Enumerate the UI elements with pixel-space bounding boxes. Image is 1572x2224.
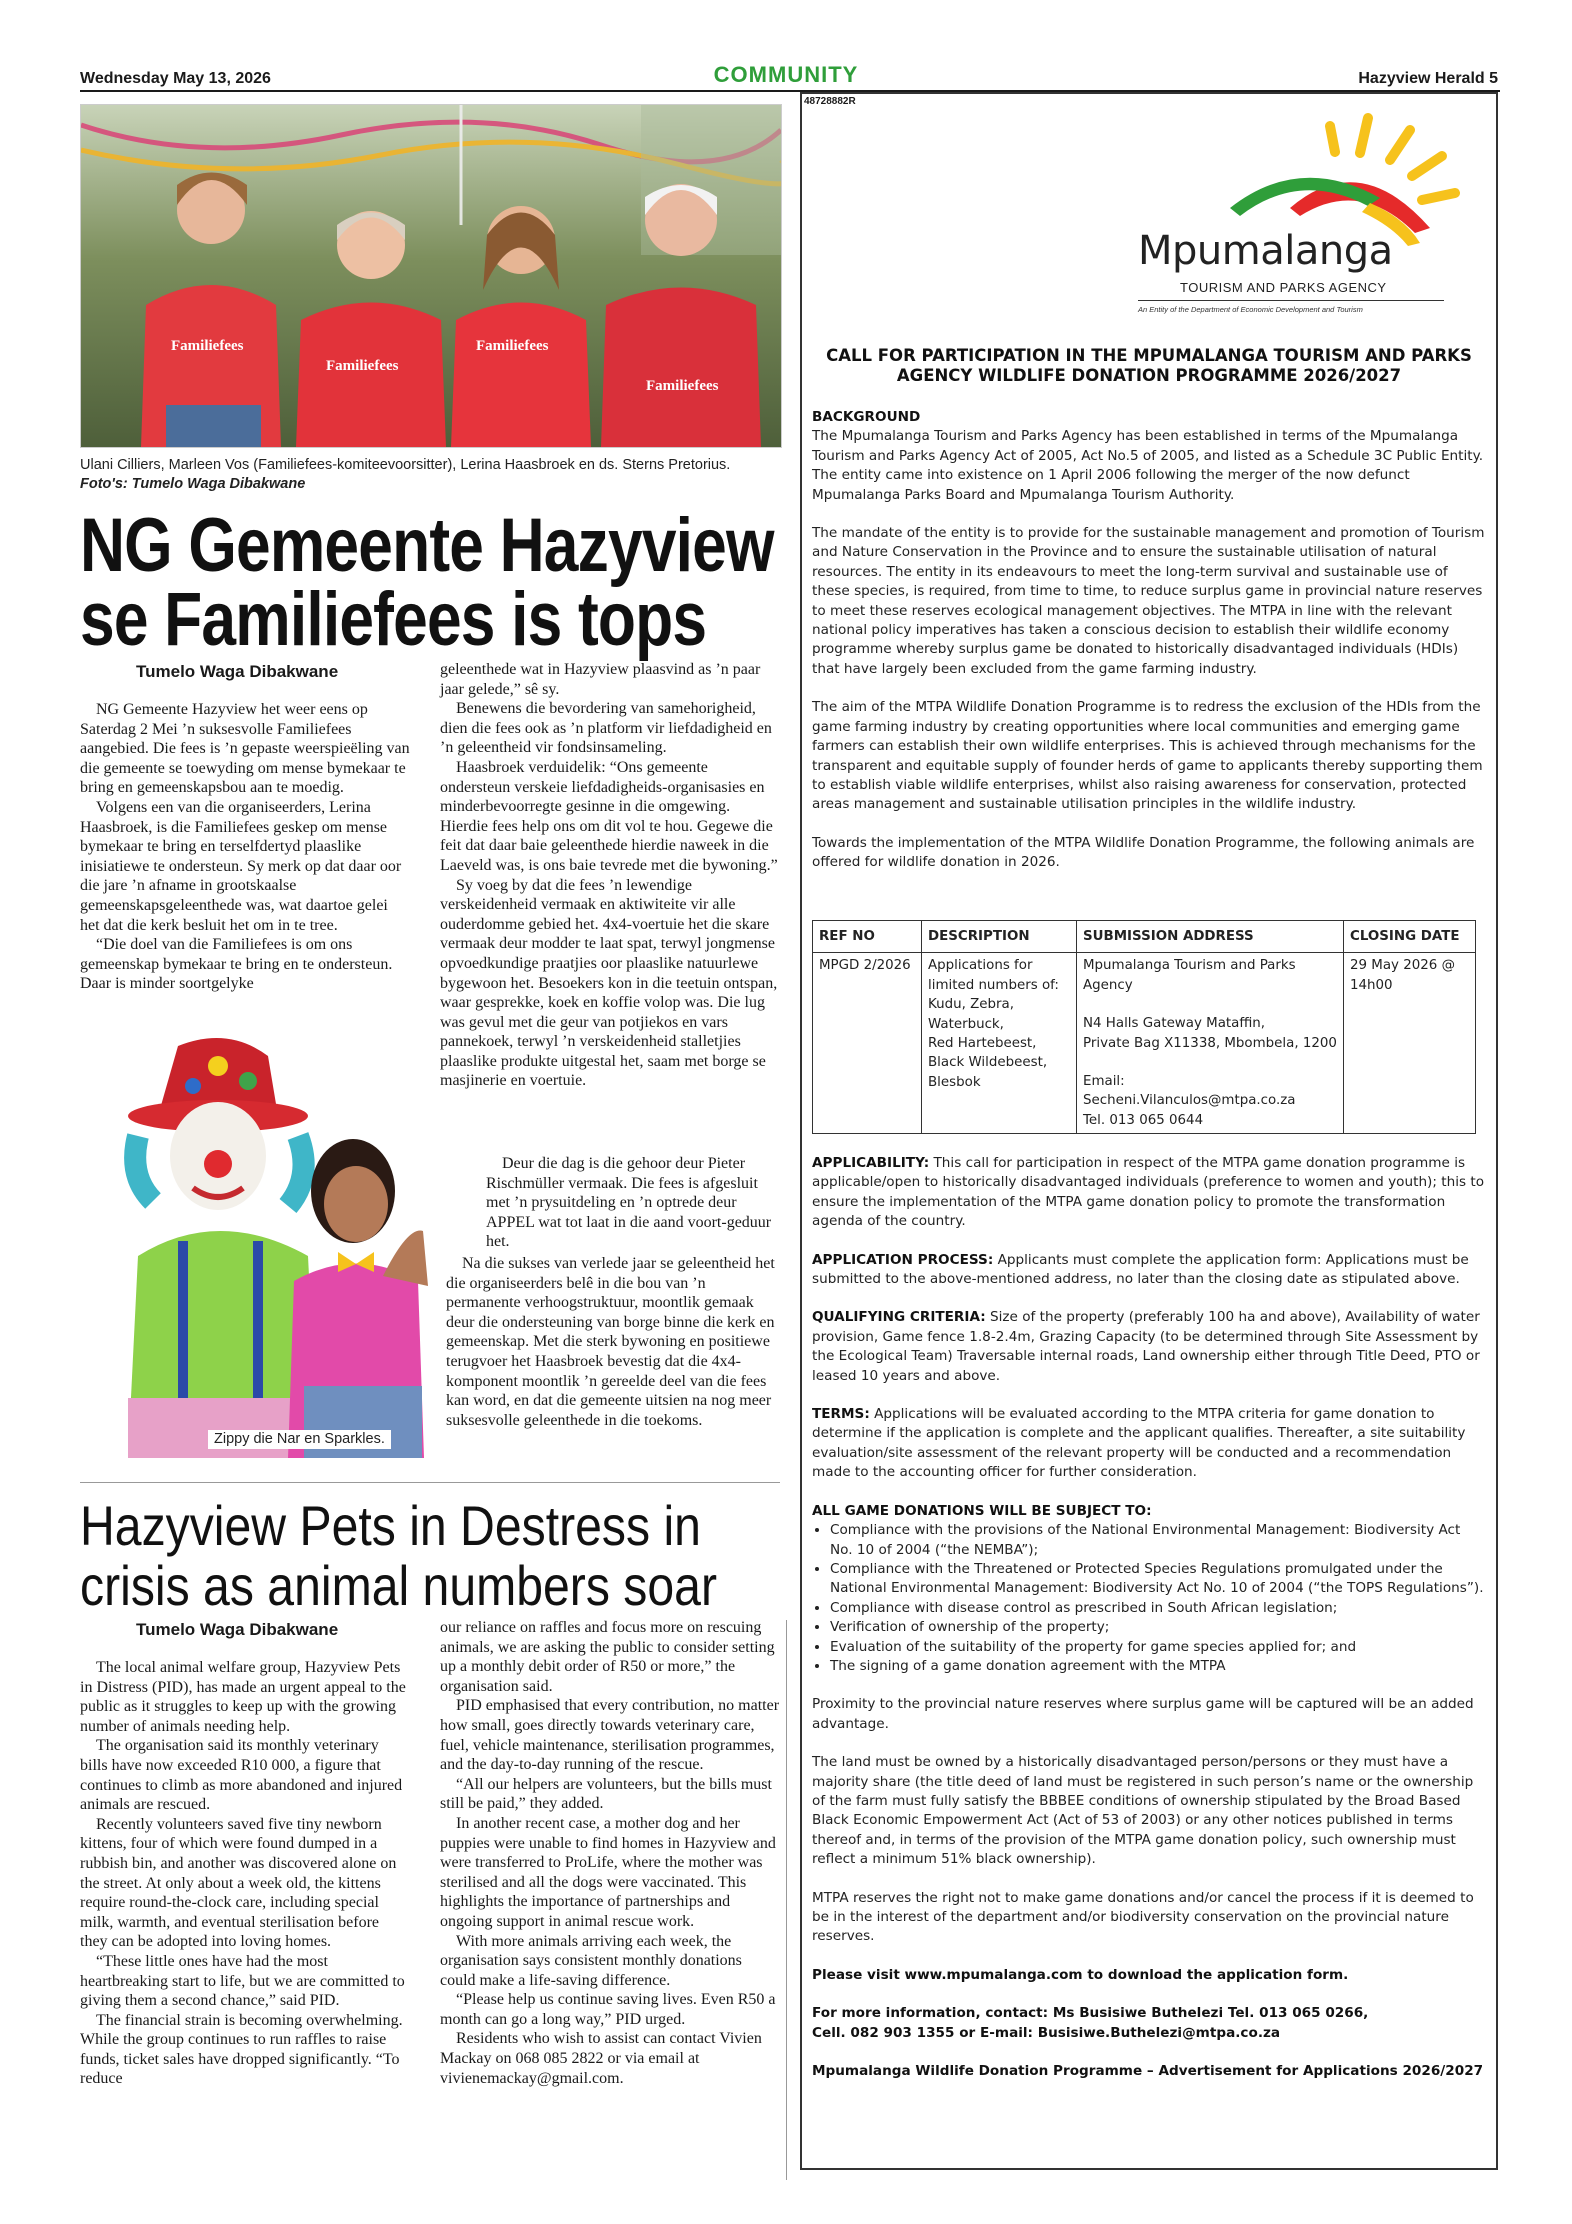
logo-wordmark: Mpumalanga [1138,228,1393,274]
shirt-logo-3: Familiefees [476,338,549,354]
criteria-text: Size of the property (preferably 100 ha and above), Availability of water provision, Game fence 1.8-2.4m, Grazing Capacity (to be determined through Site Assessment by the Ecological Team) Traversable internal roads, Land ownership either through Title Deed, PTO or leased 10 years and above. [812,1309,1480,1384]
description-line: Red Hartebeest, [928,1036,1037,1052]
background-para: The Mpumalanga Tourism and Parks Agency has been established in terms of the Mpumalanga Tourism and Parks Agency Act of 2005, Act No.5 of 2005, and listed as a Schedule 3C Public Entity. The entity came into existence on 1 April 2006 following the merger of the now defunct Mpumalanga Parks Board and Mpumalanga Tourism Authority. [812,428,1484,503]
section-title: COMMUNITY [713,62,859,87]
applicability-text: This call for participation in respect of the MTPA game donation programme is applicable/open to historically disadvantaged individuals (preference to women and youth); this to ensure the implementation of the MTPA game donation policy to promote the transformation agenda of the country. [812,1155,1485,1230]
paragraph: Residents who wish to assist can contact Vivien Mackay on 068 085 2822 or via email at vivienemackay@gmail.com. [440,2030,762,2087]
article-divider [80,1482,780,1483]
ad-title-line-1: CALL FOR PARTICIPATION IN THE MPUMALANGA TOURISM AND PARKS [826,346,1472,365]
background-para: The aim of the MTPA Wildlife Donation Programme is to redress the exclusion of the HDIs from the game farming industry by creating opportunities where local communities and emerging game farmers can establish their own wildlife enterprises. This is achieved through mechanisms for the transparent and equitable supply of founder herds of game to applicants thereby supporting them to establish viable wildlife enterprises, whilst also raising awareness for conservation, protected areas management and sustainable utilisation principles in the wildlife industry. [812,699,1483,813]
ad-ref-code: 48728882R [804,96,856,107]
closing-cell [1344,953,1476,1134]
email-link[interactable]: Secheni.Vilanculos@mtpa.co.za [1083,1093,1296,1109]
caption-credit: Foto's: Tumelo Waga Dibakwane [80,476,306,492]
paragraph: Volgens een van die organiseerders, Lerina Haasbroek, is die Familiefees geskep om mense bymekaar te bring en terselfdertyd plaaslike inisiatiewe te ondersteun. Sy merk op dat daar oor die jare ’n afname in grootskaalse gemeenskapsgeleenthede was, wat daartoe gelei het dat die kerk besluit het om in te tree. [80,798,402,934]
paragraph: The financial strain is becoming overwhelming. While the group continues to run raffles to raise funds, ticket sales have dropped significantly. “To reduce [80,2011,403,2088]
address-line: Mpumalanga Tourism and Parks [1083,958,1296,974]
process-label: APPLICATION PROCESS: [812,1251,994,1268]
list-item: • Verification of ownership of the property; [830,1618,1486,1637]
column-header: CLOSING DATE [1344,921,1476,953]
paragraph: Sy voeg by dat die fees ’n lewendige verskeidenheid vermaak en aktiwiteite vir alle ouderdomme gebied het. 4x4-voertuie het die skare vermaak deur modder te laat spat, terwyl jongmense opvoedkundige praatjies oor plaaslike natuurlewe bygewoon het. Besoekers kon in die teetuin ontspan, waar gesprekke, koek en koffie volop was. Die lug was gevul met die geur van potjiekos en vars pannekoek, terwyl ’n verskeidenheid stalletjies plaaslike produkte uitgestal het, saam met borge se masjinerie en voertuie. [440,876,778,1090]
paragraph: Deur die dag is die gehoor deur Pieter Rischmüller vermaak. Die fees is afgesluit met ’n prysuitdeling en ’n optrede deur APPEL wat tot laat in die aand voort-geduur het. [486,1155,772,1251]
reserves-text: MTPA reserves the right not to make game donations and/or cancel the process if it is deemed to be in the interest of the department and/or biodiversity conservation on the provincial nature reserves. [812,1889,1474,1945]
address-line: Private Bag X11338, Mbombela, 1200 [1083,1035,1337,1051]
criteria-label: QUALIFYING CRITERIA: [812,1309,986,1326]
visit-text: Please visit www.mpumalanga.com to download the application form. [812,1966,1349,1983]
ad-title [802,346,1496,386]
edition-date: Wednesday May 13, 2026 [80,70,271,87]
paragraph: Haasbroek verduidelik: “Ons gemeente ondersteun verskeie liefdadigheids-organisasies en minderbevoorregte gesinne in die omgewing. Hierdie fees help ons om dit vol te hou. Gegewe die feit dat daar baie geleenthede hierdie naweek in die Laeveld was, is ons baie tevrede met die bywoning.” [440,758,778,874]
paragraph: NG Gemeente Hazyview het weer eens op Saterdag 2 Mei ’n suksesvolle Familiefees aangebied. Die fees is ’n gepaste weerspieëling van die gemeente se toewyding om mense bymekaar te bring en gemeenskapsbou aan te moedig. [80,701,410,797]
paragraph: The local animal welfare group, Hazyview Pets in Distress (PID), has made an urgent appeal to the public as it struggles to keep up with the growing number of animals needing help. [80,1659,406,1735]
description-line: Applications for [928,958,1033,974]
logo-rule [1138,300,1444,301]
description-line: Waterbuck, [928,1016,1004,1032]
list-item: • Compliance with disease control as prescribed in South African legislation; [830,1599,1486,1618]
mtpa-logo-icon [1130,108,1460,328]
background-heading: BACKGROUND [812,409,921,425]
headline2-line-1: Hazyview Pets in Destress in [80,1494,701,1557]
description-line: Kudu, Zebra, [928,997,1014,1013]
mtpa-logo [1130,108,1460,328]
photo-caption [80,456,780,494]
address-line: Tel. 013 065 0644 [1083,1112,1204,1128]
contact-line-2: Cell. 082 903 1355 or E-mail: Busisiwe.Buthelezi@mtpa.co.za [812,2024,1281,2041]
paragraph: “These little ones have had the most heartbreaking start to life, but we are committed to giving them a second chance,” said PID. [80,1952,405,2010]
headline-line-2: se Familiefees is tops [80,577,707,662]
ref-no-cell: MPGD 2/2026 [813,953,922,1134]
caption-names: Ulani Cilliers, Marleen Vos (Familiefees-komiteevoorsitter), Lerina Haasbroek en ds. Sterns Pretorius. [80,457,731,473]
closing-line: 29 May 2026 @ [1350,958,1455,974]
article1-column-2c [446,1254,780,1430]
clown-photo-caption: Zippy die Nar en Sparkles. [208,1430,391,1449]
clown-photo [108,1026,428,1458]
process-text: Applicants must complete the application form: Applications must be submitted to the above-mentioned address, no later than the closing date as stipulated above. [812,1251,1469,1288]
column-header: DESCRIPTION [922,921,1077,953]
familiefees-photo-art [81,105,781,447]
ad-footer: Mpumalanga Wildlife Donation Programme – Advertisement for Applications 2026/2027 [812,2063,1484,2080]
subject-heading: ALL GAME DONATIONS WILL BE SUBJECT TO: [812,1502,1152,1519]
description-line: Blesbok [928,1074,981,1090]
shirt-logo-4: Familiefees [646,378,719,394]
land-text: The land must be owned by a historically disadvantaged person/persons or they must have a majority share (the title deed of land must be registered in such person’s name or the ownership of the farm must fully satisfy the BBBEE conditions of ownership stipulated by the Broad Based Black Economic Empowerment Act (Act of 53 of 2003) or any other notices published in terms thereof and, in terms of the provision of the MTPA game donation policy, such ownership must reflect a minimum 51% black ownership). [812,1754,1474,1868]
paragraph: Recently volunteers saved five tiny newborn kittens, four of which were found dumped in a rubbish bin, and another was discovered alone on the street. At only about a week old, the kittens require round-the-clock care, including special milk, warmth, and eventual sterilisation before they can be adopted into loving homes. [80,1815,397,1951]
list-item: • Compliance with the Threatened or Protected Species Regulations promulgated under the National Environmental Management: Biodiversity Act No. 10 of 2004 (“the TOPS Regulations”). [830,1560,1486,1599]
donation-table [812,920,1476,1134]
headline2-line-2: crisis as animal numbers soar [80,1554,717,1617]
ad-background-section [812,408,1486,873]
article2-column-2 [440,1618,780,2088]
ad-title-line-2: AGENCY WILDLIFE DONATION PROGRAMME 2026/2027 [896,366,1402,385]
shirt-logo-1: Familiefees [171,338,244,354]
column-header: REF NO [813,921,922,953]
article2-column-1 [80,1658,410,2089]
paragraph: Na die sukses van verlede jaar se geleentheid het die organiseerders belê in die bou van ’n permanente verhoogstruktuur, moontlik gemaak deur die ondersteuning van borge binne die kerk en gemeenskap. Met die sterk bywoning en positiewe terugvoer het Haasbroek bevestig dat die 4x4-komponent moontlik ’n gereelde deel van die fees kan word, en dat die gemeente uitsien na nog meer suksesvolle geleenthede in die toekoms. [446,1255,775,1429]
article1-column-2 [440,660,780,1091]
article1-column-1 [80,700,410,994]
paragraph: geleenthede wat in Hazyview plaasvind as ’n paar jaar gelede,” sê sy. [440,661,761,698]
column-header: SUBMISSION ADDRESS [1077,921,1344,953]
logo-tagline: An Entity of the Department of Economic Development and Tourism [1138,305,1363,314]
paragraph: “Die doel van die Familiefees is om ons gemeenskap bymekaar te bring en te ondersteun. Daar is minder soortgelyke [80,936,393,993]
page-label: Hazyview Herald 5 [1358,70,1498,87]
contact-line-1: For more information, contact: Ms Busisiwe Buthelezi Tel. 013 065 0266, [812,2005,1369,2022]
paragraph: PID emphasised that every contribution, no matter how small, goes directly towards veterinary care, fuel, vehicle maintenance, sterilisation programmes, and the day-to-day running of the rescue. [440,1697,780,1774]
paragraph: Benewens die bevordering van samehorigheid, dien die fees ook as ’n platform vir liefdadigheid en ’n geleentheid vir fondsinsameling. [440,700,772,757]
paragraph: In another recent case, a mother dog and her puppies were unable to find homes in Hazyview and were transferred to ProLife, where the mother was sterilised and all the dogs were vaccinated. This highlights the importance of partnerships and ongoing support in animal rescue work. [440,1814,776,1930]
paragraph: The organisation said its monthly veterinary bills have now exceeded R10 000, a figure that continues to climb as more abandoned and injured animals are rescued. [80,1737,403,1814]
table-header-row [813,921,1476,953]
description-line: limited numbers of: [928,977,1059,993]
column-rule [786,1620,787,2180]
description-line: Black Wildebeest, [928,1055,1048,1071]
familiefees-photo [80,104,782,448]
headline-line-1: NG Gemeente Hazyview [80,503,774,588]
proximity-text: Proximity to the provincial nature reserves where surplus game will be captured will be an added advantage. [812,1696,1474,1732]
article1-column-2b [486,1154,780,1252]
list-item: • Evaluation of the suitability of the property for game species applied for; and [830,1638,1486,1657]
address-line: N4 Halls Gateway Mataffin, [1083,1016,1266,1032]
background-para: Towards the implementation of the MTPA Wildlife Donation Programme, the following animals are offered for wildlife donation in 2026. [812,834,1475,871]
list-item: • Compliance with the provisions of the National Environmental Management: Biodiversity Act No. 10 of 2004 (“the NEMBA”); [830,1521,1486,1560]
background-para: The mandate of the entity is to provide for the sustainable management and promotion of Tourism and Nature Conservation in the Province and to ensure the sustainable utilisation of natural resources. The entity in its endeavours to meet the long-term survival and sustainable use of these species, is required, from time to time, to reduce surplus game in provincial nature reserves to meet these reserves ecological management objectives. The MTPA in line with the relevant national policy imperatives has taken a conscious decision to establish their wildlife economy programme whereby surplus game be donated to historically disadvantaged individuals (HDIs) that have largely been excluded from the game farming industry. [812,525,1485,677]
applicability-label: APPLICABILITY: [812,1155,930,1171]
table-row [813,953,1476,1134]
terms-text: Applications will be evaluated according to the MTPA criteria for game donation to determine if the application is complete and the applicant qualifies. Thereafter, a site suitability evaluation/site assessment of the relevant property will be conducted and a recommendation made to the accounting officer for further consideration. [812,1406,1466,1481]
closing-line: 14h00 [1350,977,1393,993]
paragraph: our reliance on raffles and focus more on rescuing animals, we are asking the public to consider setting up a monthly debit order of R50 or more,” the organisation said. [440,1619,775,1695]
address-line: Agency [1083,977,1133,993]
paragraph: With more animals arriving each week, the organisation says consistent monthly donations could make a life-saving difference. [440,1932,742,1989]
terms-label: TERMS: [812,1406,870,1423]
logo-subtitle: TOURISM AND PARKS AGENCY [1180,280,1387,295]
description-cell [922,953,1077,1134]
ad-terms-section [812,1154,1486,2081]
clown-photo-art [108,1026,428,1458]
paragraph: “Please help us continue saving lives. Even R50 a month can go a long way,” PID urged. [440,1991,776,2028]
address-cell [1077,953,1344,1134]
address-line: Email: [1083,1074,1125,1090]
article2-byline: Tumelo Waga Dibakwane [136,1620,339,1639]
subject-list [812,1521,1486,1676]
article1-byline: Tumelo Waga Dibakwane [136,662,339,681]
list-item: • The signing of a game donation agreement with the MTPA [830,1657,1486,1676]
paragraph: “All our helpers are volunteers, but the bills must still be paid,” they added. [440,1775,772,1813]
shirt-logo-2: Familiefees [326,358,399,374]
